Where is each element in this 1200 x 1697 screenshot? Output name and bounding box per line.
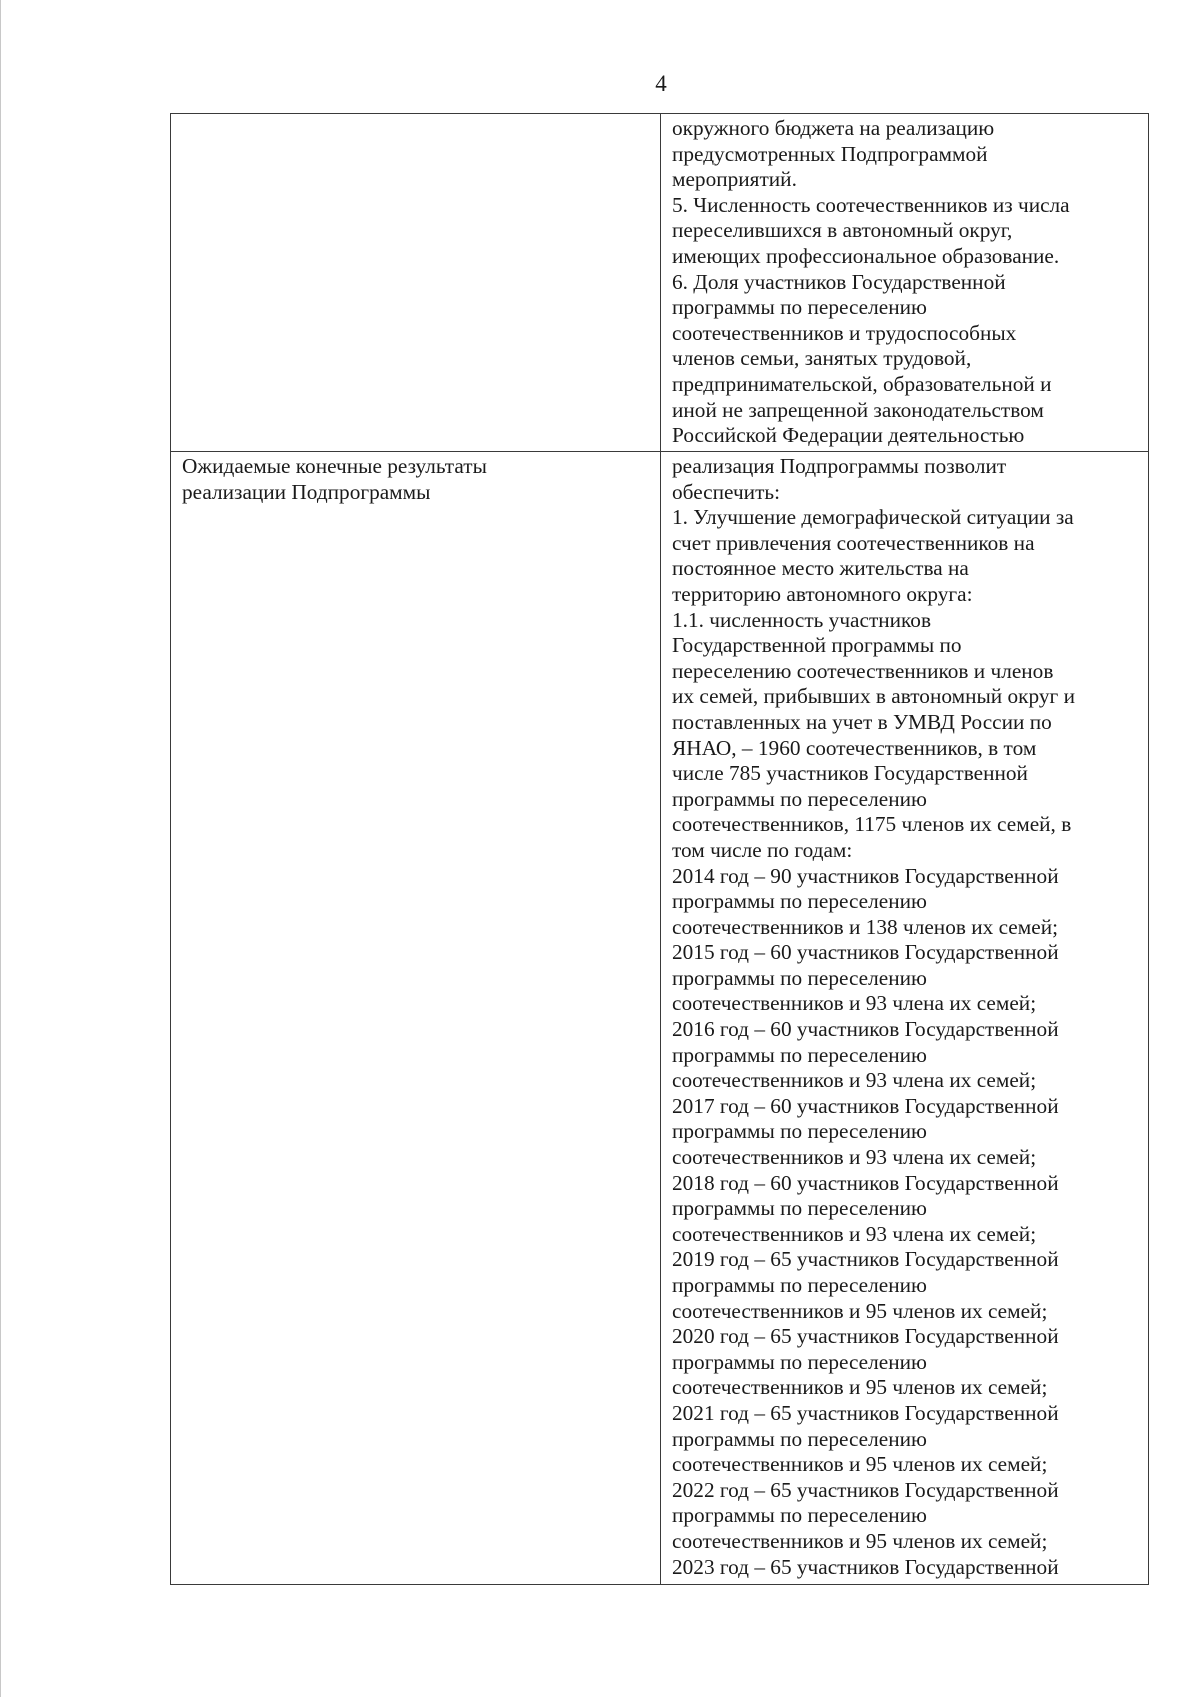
table-row	[171, 452, 1149, 1585]
page-number: 4	[655, 71, 667, 96]
table-row	[171, 114, 1149, 452]
row-label-cell	[171, 452, 661, 1585]
row-content-cell	[661, 114, 1149, 452]
subprogram-passport-table	[170, 113, 1149, 1585]
row-content: окружного бюджета на реализацию предусмотренных Подпрограммой мероприятий. 5. Численность соотечественников из числа переселившихся в автономный округ, имеющих профессиональное образование. 6. Доля участников Государственной программы по переселению соотечественников и трудоспособных членов семьи, занятых трудовой, предпринимательской, образовательной и иной не запрещенной законодательством Российской Федерации деятельностью	[672, 116, 1070, 448]
row-content: реализация Подпрограммы позволит обеспечить: 1. Улучшение демографической ситуации за счет привлечения соотечественников на постоянное место жительства на территорию автономного округа: 1.1. численность участников Государственной программы по переселению соотечественников и членов их семей, прибывших в автономный округ и поставленных на учет в УМВД России по ЯНАО, – 1960 соотечественников, в том числе 785 участников Государственной программы по переселению соотечественников, 1175 членов их семей, в том числе по годам: 2014 год – 90 участников Государственной программы по переселению соотечественников и 138 членов их семей; 2015 год – 60 участников Государственной программы по переселению соотечественников и 93 члена их семей; 2016 год – 60 участников Государственной программы по переселению соотечественников и 93 члена их семей; 2017 год – 60 участников Государственной программы по переселению соотечественников и 93 члена их семей; 2018 год – 60 участников Государственной программы по переселению соотечественников и 93 члена их семей; 2019 год – 65 участников Государственной программы по переселению соотечественников и 95 членов их семей; 2020 год – 65 участников Государственной программы по переселению соотечественников и 95 членов их семей; 2021 год – 65 участников Государственной программы по переселению соотечественников и 95 членов их семей; 2022 год – 65 участников Государственной программы по переселению соотечественников и 95 членов их семей; 2023 год – 65 участников Государственной	[672, 454, 1075, 1579]
row-content-cell	[661, 452, 1149, 1585]
row-label	[182, 116, 652, 448]
row-label: Ожидаемые конечные результаты реализации Подпрограммы	[182, 454, 487, 504]
row-label-cell	[171, 114, 661, 452]
